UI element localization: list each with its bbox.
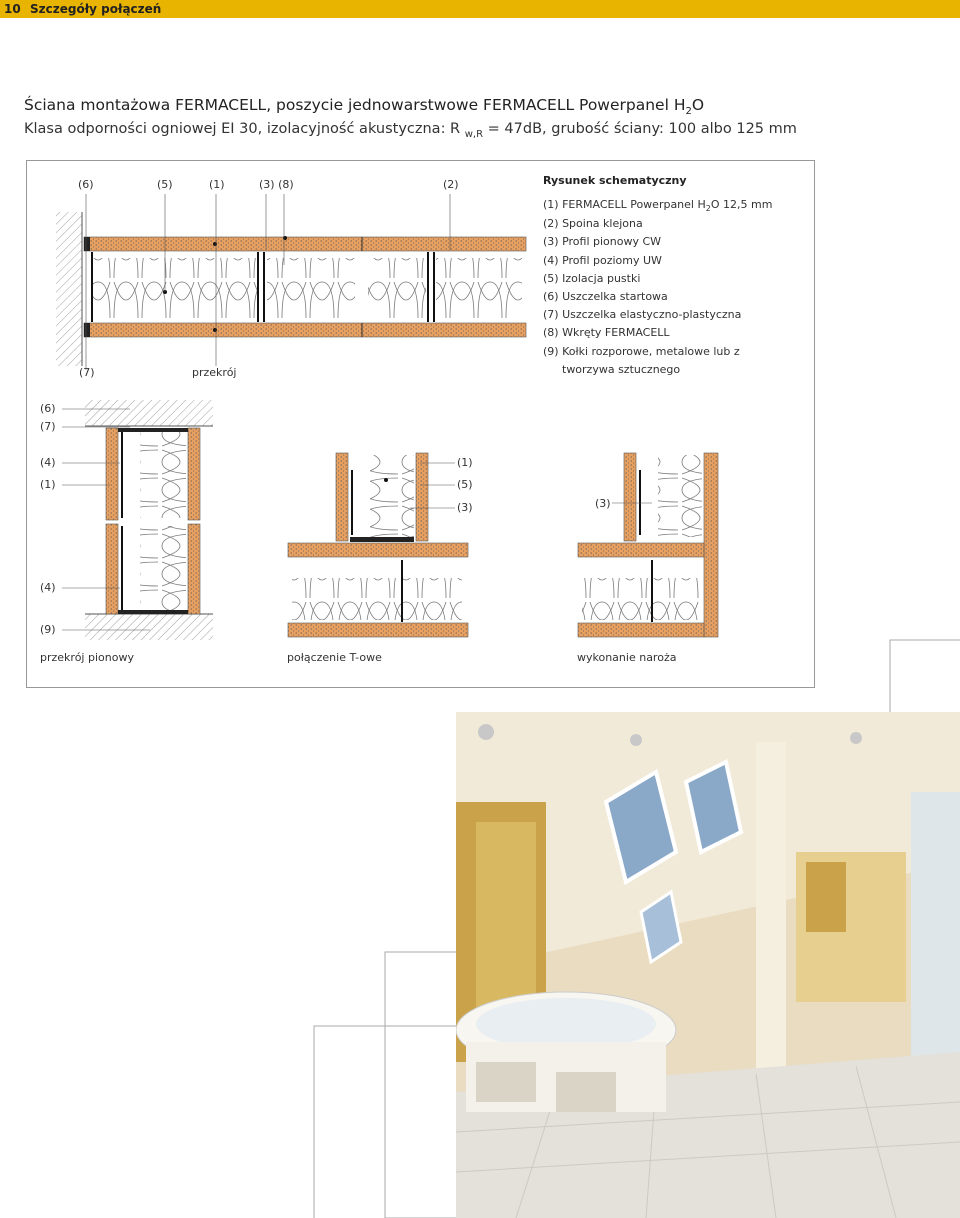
label-3-8: (3) (8) <box>259 178 294 191</box>
vertical-section-drawing <box>62 400 213 640</box>
label-6: (6) <box>78 178 94 191</box>
caption-przekroj-pionowy: przekrój pionowy <box>40 651 134 664</box>
caption-polaczenie: połączenie T-owe <box>287 651 382 664</box>
label-7: (7) <box>79 366 95 379</box>
t-label-3: (3) <box>457 501 473 514</box>
v-label-1: (1) <box>40 478 56 491</box>
legend-item-2: (2) Spoina klejona <box>543 217 643 231</box>
page-number: 10 <box>4 2 21 16</box>
legend-list <box>543 196 793 379</box>
t-label-1: (1) <box>457 456 473 469</box>
v-label-4b: (4) <box>40 581 56 594</box>
label-5: (5) <box>157 178 173 191</box>
legend-item-4: (4) Profil poziomy UW <box>543 253 662 267</box>
photo-illustration <box>456 712 960 1218</box>
t-label-5: (5) <box>457 478 473 491</box>
v-label-9: (9) <box>40 623 56 636</box>
legend-item-8: (8) Wkręty FERMACELL <box>543 326 670 340</box>
caption-przekroj: przekrój <box>192 366 237 379</box>
section-title: Szczegóły połączeń <box>30 2 162 16</box>
c-label-3: (3) <box>595 497 611 510</box>
label-2: (2) <box>443 178 459 191</box>
legend-item-7: (7) Uszczelka elastyczno-plastyczna <box>543 308 742 322</box>
legend-title: Rysunek schematyczny <box>543 174 687 187</box>
caption-naroze: wykonanie naroża <box>577 651 677 664</box>
legend-item-9: (9) Kołki rozporowe, metalowe lub z tworzywa sztucznego <box>543 344 740 376</box>
interior-photo <box>456 712 960 1218</box>
page-title: Ściana montażowa FERMACELL, poszycie jednowarstwowe FERMACELL Powerpanel $H_2O$ <box>24 96 705 117</box>
legend-item-6: (6) Uszczelka startowa <box>543 290 668 304</box>
legend-item-1: (1) FERMACELL Powerpanel $H_2O$ 12,5 mm <box>543 198 773 213</box>
t-connection-drawing <box>288 453 468 637</box>
horizontal-section-drawing <box>56 194 526 370</box>
v-label-4a: (4) <box>40 456 56 469</box>
v-label-7: (7) <box>40 420 56 433</box>
legend-item-3: (3) Profil pionowy CW <box>543 235 662 249</box>
corner-drawing <box>578 453 718 637</box>
legend-item-5: (5) Izolacja pustki <box>543 271 641 285</box>
page-subtitle: Klasa odporności ogniowej EI 30, izolacyjność akustyczna: R $_{w,R}$ = 47dB, grubość ściany: 100 albo 125 mm <box>24 121 797 140</box>
v-label-6: (6) <box>40 402 56 415</box>
label-1: (1) <box>209 178 225 191</box>
